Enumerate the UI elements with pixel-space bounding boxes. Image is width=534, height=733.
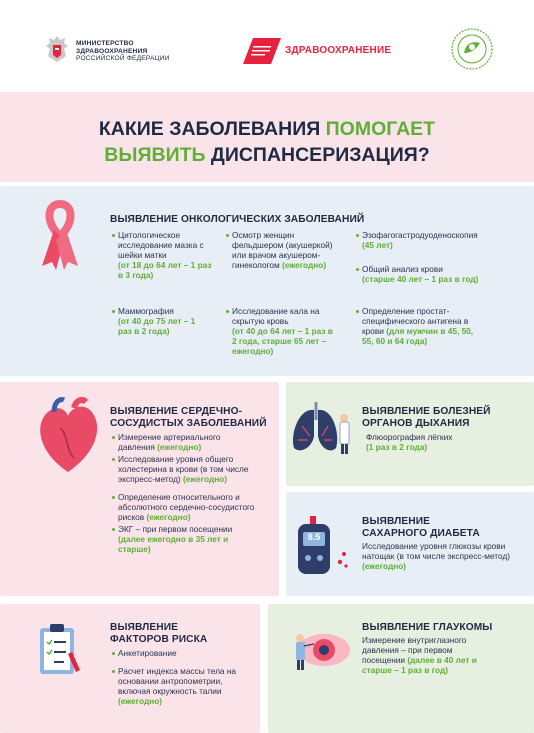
ministry-name xyxy=(76,40,170,63)
title-line: ОРГАНОВ ДЫХАНИЯ xyxy=(362,417,470,429)
item-highlight: (ежегодно) xyxy=(282,260,327,270)
list-item xyxy=(118,454,268,484)
title-line: ВЫЯВЛЕНИЕ БОЛЕЗНЕЙ xyxy=(362,406,491,417)
eye-icon xyxy=(290,624,354,679)
item-text: Общий анализ крови xyxy=(362,264,443,274)
title-line: ВЫЯВЛЕНИЕ xyxy=(362,516,431,527)
national-project-logo-icon xyxy=(243,38,281,69)
item-text: Исследование уровня общего холестерина в крови (в том числе экспресс-метод) xyxy=(118,454,249,484)
item-text: Исследование уровня глюкозы крови натощак (в том числе экспресс-метод) xyxy=(362,541,511,561)
bullet-icon xyxy=(356,310,359,313)
item-text: Измерение артериального давления xyxy=(118,432,221,452)
item-highlight: (от 40 до 75 лет – 1 раз в 2 года) xyxy=(118,316,196,336)
item-text: Маммография xyxy=(118,306,174,316)
list-item xyxy=(362,306,486,346)
clipboard-icon xyxy=(36,622,82,683)
title-part-highlight: ВЫЯВИТЬ xyxy=(104,144,206,166)
risk-title xyxy=(110,622,207,645)
item-highlight: (ежегодно) xyxy=(362,561,407,571)
prevention-center-logo-icon xyxy=(450,27,494,76)
title-part: ДИСПАНСЕРИЗАЦИЯ? xyxy=(205,144,430,166)
bullet-icon xyxy=(226,234,229,237)
item-highlight: (ежегодно) xyxy=(183,474,228,484)
list-item xyxy=(118,666,254,706)
meter-reading: 8.5 xyxy=(307,532,321,542)
list-item xyxy=(362,230,502,250)
item-highlight: (от 40 до 64 лет – 1 раз в 2 года, старше 65 лет – ежегодно) xyxy=(232,326,333,356)
diabetes-text xyxy=(362,541,514,571)
list-item xyxy=(118,524,258,554)
item-highlight: (для мужчин в 45, 50, 55, 60 и 64 года) xyxy=(362,326,474,346)
item-highlight: (ежегодно) xyxy=(118,696,163,706)
item-text: Флюорография лёгких xyxy=(366,432,453,442)
ministry-line2: ЗДРАВООХРАНЕНИЯ xyxy=(76,47,148,55)
item-text: Эзофагогастродуоденоскопия xyxy=(362,230,478,240)
diabetes-title xyxy=(362,516,480,539)
item-highlight: (45 лет) xyxy=(362,240,393,250)
bullet-icon xyxy=(112,528,115,531)
item-text: Исследование кала на скрытую кровь xyxy=(232,306,320,326)
item-text: Анкетирование xyxy=(118,648,177,658)
bullet-icon xyxy=(226,310,229,313)
item-highlight: (от 18 до 64 лет – 1 раз в 3 года) xyxy=(118,260,212,280)
bullet-icon xyxy=(112,496,115,499)
title-part: КАКИЕ ЗАБОЛЕВАНИЯ xyxy=(98,118,326,140)
bullet-icon xyxy=(112,652,115,655)
title-part-highlight: ПОМОГАЕТ xyxy=(325,118,436,140)
item-highlight: (далее в 40 лет и старше – 1 раз в год) xyxy=(362,655,477,675)
glaucoma-text xyxy=(362,635,490,675)
ministry-line1: МИНИСТЕРСТВО xyxy=(76,40,134,47)
item-highlight: (1 раз в 2 года) xyxy=(366,442,428,452)
item-text: Определение относительного и абсолютного сердечно-сосудистого рисков xyxy=(118,492,255,522)
bullet-icon xyxy=(356,268,359,271)
title-line: ВЫЯВЛЕНИЕ xyxy=(110,622,179,633)
list-item xyxy=(118,648,248,658)
item-highlight: (ежегодно) xyxy=(157,442,202,452)
respiratory-text xyxy=(366,432,516,452)
bullet-icon xyxy=(112,436,115,439)
bullet-icon xyxy=(356,234,359,237)
title-line: ФАКТОРОВ РИСКА xyxy=(110,633,208,645)
item-highlight: (далее ежегодно в 35 лет и старше) xyxy=(118,534,229,554)
list-item xyxy=(232,306,336,356)
oncology-title: ВЫЯВЛЕНИЕ ОНКОЛОГИЧЕСКИХ ЗАБОЛЕВАНИЙ xyxy=(110,214,365,225)
list-item xyxy=(118,492,268,522)
list-item xyxy=(118,306,208,336)
item-text: Измерение внутриглазного давления – при первом посещении xyxy=(362,635,467,665)
list-item xyxy=(118,230,218,280)
title-line: ВЫЯВЛЕНИЕ СЕРДЕЧНО- xyxy=(110,406,243,417)
item-highlight: (старше 40 лет – 1 раз в год) xyxy=(362,274,479,284)
list-item xyxy=(232,230,340,270)
page-title-line1 xyxy=(0,118,534,141)
item-text: Определение простат-специфического антигена в крови xyxy=(362,306,469,336)
lungs-icon xyxy=(288,396,354,461)
list-item xyxy=(118,432,258,452)
page-title-line2 xyxy=(0,144,534,167)
bullet-icon xyxy=(112,310,115,313)
title-line: СОСУДИСТЫХ ЗАБОЛЕВАНИЙ xyxy=(110,417,267,429)
glaucoma-title: ВЫЯВЛЕНИЕ ГЛАУКОМЫ xyxy=(362,622,493,633)
item-text: Осмотр женщин фельдшером (акушеркой) или врачом акушером-гинекологом xyxy=(232,230,333,270)
project-label: ЗДРАВООХРАНЕНИЕ xyxy=(285,45,392,56)
list-item xyxy=(362,264,502,284)
title-line: САХАРНОГО ДИАБЕТА xyxy=(362,527,480,539)
glucometer-icon xyxy=(294,514,352,583)
item-text: Цитологическое исследование мазка с шейки матки xyxy=(118,230,204,260)
bullet-icon xyxy=(112,458,115,461)
item-text: Расчет индекса массы тела на основании антропометрии, включая окружность талии xyxy=(118,666,237,696)
respiratory-title xyxy=(362,406,491,429)
bullet-icon xyxy=(112,234,115,237)
ministry-emblem-icon xyxy=(44,34,70,69)
heart-icon xyxy=(30,394,106,479)
bullet-icon xyxy=(112,670,115,673)
item-highlight: (ежегодно) xyxy=(146,512,191,522)
awareness-ribbon-icon xyxy=(38,200,82,275)
item-text: ЭКГ – при первом посещении xyxy=(118,524,233,534)
ministry-line3: РОССИЙСКОЙ ФЕДЕРАЦИИ xyxy=(76,55,170,62)
cardio-title xyxy=(110,406,267,429)
